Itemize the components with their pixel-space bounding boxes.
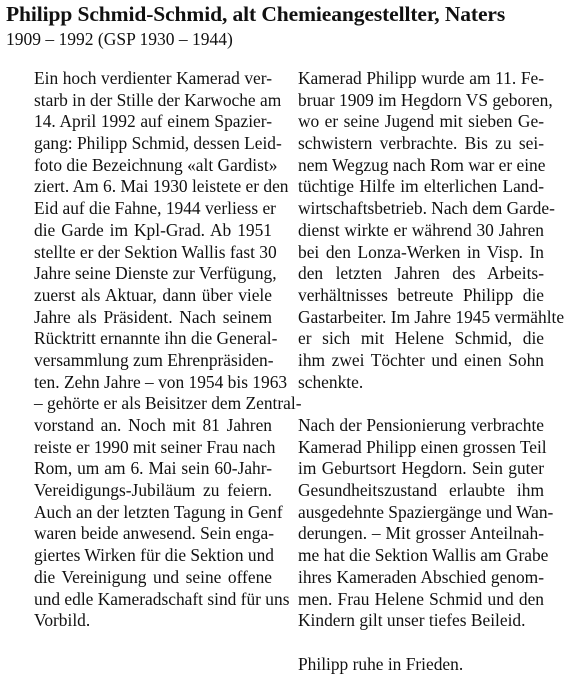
text-line: Auch an der letzten Tagung in Genf: [34, 501, 283, 522]
text-line: – gehörte er als Beisitzer dem Zentral-: [34, 393, 302, 414]
text-line: 14. April 1992 auf einem Spazier-: [34, 111, 272, 132]
text-line: nem Wegzug nach Rom war er eine: [298, 154, 546, 175]
text-line: stellte er der Sektion Wallis fast 30: [34, 241, 277, 262]
text-line: schwistern verbrachte. Bis zu sei-: [298, 133, 544, 154]
text-line: Vorbild.: [34, 610, 91, 631]
text-line: den letzten Jahren des Arbeits-: [298, 263, 544, 284]
text-line: vorstand an. Noch mit 81 Jahren: [34, 415, 272, 435]
text-line: Rücktritt ernannte ihn die General-: [34, 328, 278, 349]
paragraph-gap: [298, 632, 544, 654]
text-line: gang: Philipp Schmid, dessen Leid-: [34, 133, 282, 154]
right-column: [298, 68, 565, 675]
text-line: giertes Wirken für die Sektion und: [34, 545, 274, 566]
text-line: Jahre seine Dienste zur Verfügung,: [34, 263, 277, 284]
text-line: ziert. Am 6. Mai 1930 leistete er den: [34, 176, 289, 197]
text-line: zuerst als Aktuar, dann über viele: [34, 284, 272, 305]
text-line: foto die Bezeichnung «alt Gardist»: [34, 154, 278, 175]
text-line: ausgedehnte Spaziergänge und Wan-: [298, 501, 554, 522]
text-line: ihres Kameraden Abschied genom-: [298, 566, 544, 587]
left-column: [34, 68, 302, 632]
text-line: Philipp ruhe in Frieden.: [298, 653, 464, 674]
text-line: Rom, um am 6. Mai sein 60-Jahr-: [34, 458, 272, 479]
text-line: schenkte.: [298, 371, 364, 392]
text-line: dienst wirkte er während 30 Jahren: [298, 219, 544, 240]
text-line: me hat die Sektion Wallis am Grabe: [298, 545, 549, 566]
text-line: ten. Zehn Jahre – von 1954 bis 1963: [34, 371, 288, 392]
article-title: Philipp Schmid-Schmid, alt Chemieangestellter, Naters: [6, 2, 506, 26]
text-line: die Garde im Kpl-Grad. Ab 1951: [34, 219, 272, 240]
text-line: er sich mit Helene Schmid, die: [298, 328, 544, 349]
text-line: verhältnisses betreute Philipp die: [298, 284, 544, 305]
paragraph-gap: [298, 393, 544, 415]
text-line: versammlung zum Ehrenpräsiden-: [34, 349, 274, 370]
paragraph-biography: [298, 68, 565, 393]
text-line: ihm zwei Töchter und einen Sohn: [298, 349, 544, 370]
text-line: Kamerad Philipp einen grossen Teil: [298, 436, 547, 457]
text-line: bruar 1909 im Hegdorn VS geboren,: [298, 89, 553, 110]
text-line: Jahre als Präsident. Nach seinem: [34, 306, 272, 327]
text-line: Nach der Pensionierung verbrachte: [298, 415, 544, 435]
text-line: Gesundheitszustand erlaubte ihm: [298, 480, 544, 501]
text-line: wirtschaftsbetrieb. Nach dem Garde-: [298, 198, 555, 219]
text-line: Eid auf die Fahne, 1944 verliess er: [34, 198, 276, 219]
text-line: waren beide anwesend. Sein enga-: [34, 523, 274, 544]
paragraph-closing: [298, 654, 544, 676]
text-line: Vereidigungs-Jubiläum zu feiern.: [34, 480, 272, 501]
text-line: und edle Kameradschaft sind für uns: [34, 588, 290, 609]
text-line: bei den Lonza-Werken in Visp. In: [298, 241, 544, 262]
text-line: im Geburtsort Hegdorn. Sein guter: [298, 458, 544, 479]
text-line: Kamerad Philipp wurde am 11. Fe-: [298, 68, 544, 88]
article-subtitle: 1909 – 1992 (GSP 1930 – 1944): [6, 29, 233, 49]
text-line: reiste er 1990 mit seiner Frau nach: [34, 436, 276, 457]
text-line: men. Frau Helene Schmid und den: [298, 588, 544, 609]
text-line: starb in der Stille der Karwoche am: [34, 89, 282, 110]
text-line: Kindern gilt unser tiefes Beileid.: [298, 610, 526, 631]
text-line: tüchtige Hilfe im elterlichen Land-: [298, 176, 544, 197]
text-line: Ein hoch verdienter Kamerad ver-: [34, 68, 272, 88]
text-line: wo er seine Jugend mit sieben Ge-: [298, 111, 544, 132]
paragraph-retirement: [298, 415, 554, 632]
text-line: Gastarbeiter. Im Jahre 1945 vermählte: [298, 306, 565, 327]
text-line: die Vereinigung und seine offene: [34, 566, 272, 587]
text-line: derungen. – Mit grosser Anteilnah-: [298, 523, 544, 544]
